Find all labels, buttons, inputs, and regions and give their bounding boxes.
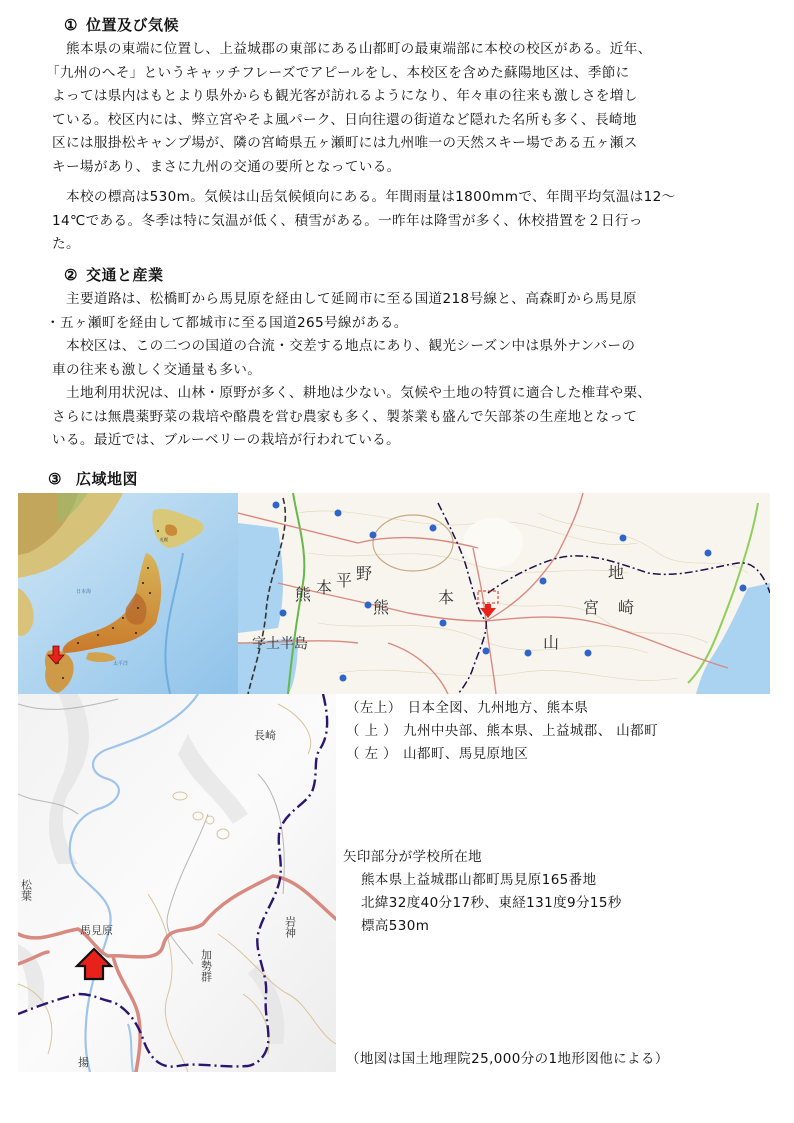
map-mamihara-district — [18, 694, 336, 1072]
paragraph-traffic — [52, 335, 774, 382]
text-line: 本校の標高は530m。気候は山岳気候傾向にある。年間雨量は1800mmで、年間平均気温は12～ — [66, 189, 676, 205]
text-line: 土地利用状況は、山林・原野が多く、耕地は少ない。気候や土地の特質に適合した椎茸や栗、 — [66, 385, 652, 401]
map-label: 太平洋 — [113, 661, 129, 667]
school-coordinates: 北緯32度40分17秒、東経131度9分15秒 — [361, 895, 622, 911]
map-label: 本 — [316, 578, 333, 597]
map-label: 日本海 — [76, 589, 92, 595]
map-japan-overview — [18, 493, 238, 694]
map-label: 馬見原 — [80, 924, 113, 937]
text-line: ている。校区内には、弊立宮やそよ風パーク、日向往還の街道など隠れた名所も多く、長崎地 — [52, 111, 637, 128]
text-line: 「九州のへそ」というキャッチフレーズでアピールをし、本校区を含めた蘇陽地区は、季節に — [46, 64, 630, 81]
section-title: 位置及び気候 — [85, 16, 179, 34]
school-elevation: 標高530m — [361, 918, 430, 934]
map-label: 松葉 — [19, 879, 33, 901]
kyushu-map-graphic — [238, 493, 770, 694]
map-source-note: （地図は国土地理院25,000分の1地形図他による） — [346, 1051, 669, 1067]
paragraph-roads — [46, 288, 774, 335]
section-heading-transport-industry — [64, 264, 163, 285]
school-location-info — [343, 846, 622, 938]
map-label: 宮 — [583, 598, 600, 617]
text-line: 熊本県の東端に位置し、上益城郡の東部にある山都町の最東端部に本校の校区がある。近年、 — [66, 41, 652, 57]
map-label: 長崎 — [254, 729, 276, 742]
text-line: 14℃である。冬季は特に気温が低く、積雪がある。一昨年は降雪が多く、休校措置を２日行っ — [52, 212, 643, 229]
sea-ariake — [238, 523, 283, 633]
map-label: 崎 — [618, 598, 635, 617]
school-location-heading: 矢印部分が学校所在地 — [343, 849, 482, 865]
map-label: 札幌 — [160, 537, 168, 542]
map-label: 地 — [608, 563, 625, 582]
text-line: いる。最近では、ブルーベリーの栽培が行われている。 — [52, 432, 401, 448]
map-label: 揚 — [78, 1056, 89, 1069]
text-line: よっては県内はもとより県外からも観光客が訪れるようになり、年々車の往来も激しさを増し — [52, 88, 638, 104]
map-label: 宇土半島 — [252, 636, 308, 652]
map-label: 野 — [356, 564, 373, 583]
paragraph-climate — [52, 186, 774, 257]
section-title: 広域地図 — [75, 470, 138, 488]
section-title: 交通と産業 — [85, 266, 164, 284]
map-central-kyushu — [238, 493, 770, 694]
paragraph-location — [46, 38, 774, 179]
section-heading-regional-map — [48, 468, 138, 489]
terrain-area — [18, 694, 336, 1072]
paragraph-land-use — [52, 382, 774, 453]
map-label: 熊 — [373, 598, 390, 617]
map-label: 熊 — [295, 585, 312, 604]
text-line: ・五ヶ瀬町を経由して都城市に至る国道265号線がある。 — [46, 314, 408, 331]
text-line: 区には服掛松キャンプ場が、隣の宮崎県五ヶ瀬町には九州唯一の天然スキー場である五ヶ瀬ス — [52, 135, 638, 151]
japan-map-graphic — [18, 493, 238, 694]
map-caption-item: （ 上 ） 九州中央部、熊本県、上益城郡、 山都町 — [346, 723, 658, 739]
map-label: 山 — [543, 633, 560, 652]
text-line: 主要道路は、松橋町から馬見原を経由して延岡市に至る国道218号線と、高森町から馬見原 — [66, 291, 637, 307]
map-caption-list — [346, 697, 658, 766]
map-label: 平 — [336, 571, 353, 590]
map-caption-item: （ 左 ） 山都町、馬見原地区 — [346, 746, 529, 762]
map-caption-item: （左上） 日本全図、九州地方、熊本県 — [346, 700, 589, 716]
map-label: 加勢群 — [199, 949, 213, 982]
section-heading-location-climate — [64, 14, 179, 35]
section-number: ① — [64, 16, 78, 34]
map-label: 岩神 — [283, 916, 297, 938]
text-line: 車の往来も激しく交通量も多い。 — [52, 361, 262, 378]
school-address: 熊本県上益城郡山都町馬見原165番地 — [361, 872, 597, 888]
section-number: ③ — [48, 470, 62, 488]
text-line: さらには無農薬野菜の栽培や酪農を営む農家も多く、製茶業も盛んで矢部茶の生産地となって — [52, 408, 638, 425]
local-map-graphic — [18, 694, 336, 1072]
section-number: ② — [64, 266, 78, 284]
text-line: 本校区は、この二つの国道の合流・交差する地点にあり、観光シーズン中は県外ナンバーの — [66, 338, 636, 354]
text-line: た。 — [52, 236, 80, 252]
map-label: 本 — [438, 588, 455, 607]
text-line: キー場があり、まさに九州の交通の要所となっている。 — [52, 158, 401, 175]
